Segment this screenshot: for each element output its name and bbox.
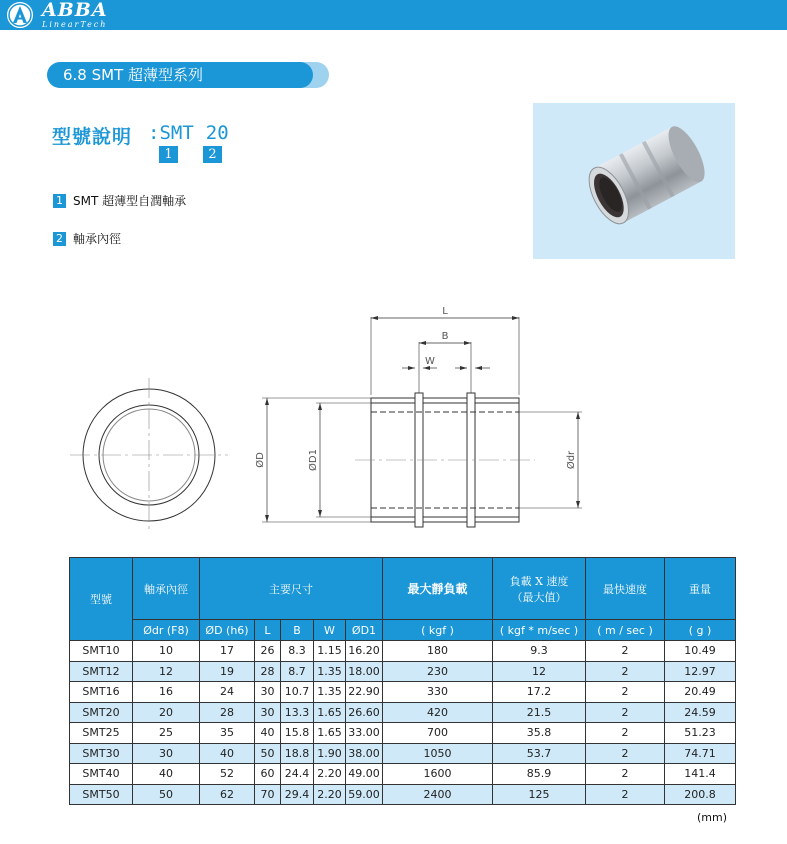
spec-table bbox=[69, 557, 736, 805]
table-cell: 62 bbox=[200, 784, 255, 805]
col-header-model: 型號 bbox=[70, 558, 133, 641]
table-cell: 330 bbox=[383, 682, 493, 703]
table-cell: 25 bbox=[133, 723, 200, 744]
subheader-cell: ( m / sec ) bbox=[586, 620, 665, 641]
brand-tagline: LinearTech bbox=[42, 20, 108, 29]
table-cell: 35 bbox=[200, 723, 255, 744]
model-cell: SMT50 bbox=[70, 784, 133, 805]
table-row bbox=[70, 682, 736, 703]
table-cell: 17.2 bbox=[493, 682, 586, 703]
table-cell: 21.5 bbox=[493, 702, 586, 723]
table-cell: 12 bbox=[133, 661, 200, 682]
col-header-max-load: 最大靜負載 bbox=[383, 558, 493, 620]
table-cell: 40 bbox=[200, 743, 255, 764]
table-cell: 52 bbox=[200, 764, 255, 785]
table-cell: 9.3 bbox=[493, 641, 586, 662]
table-cell: 1.65 bbox=[314, 702, 346, 723]
model-cell: SMT25 bbox=[70, 723, 133, 744]
table-cell: 26 bbox=[255, 641, 281, 662]
technical-drawing bbox=[0, 295, 787, 540]
table-cell: 30 bbox=[255, 682, 281, 703]
table-cell: 1050 bbox=[383, 743, 493, 764]
model-cell: SMT20 bbox=[70, 702, 133, 723]
table-cell: 2400 bbox=[383, 784, 493, 805]
table-cell: 2 bbox=[586, 661, 665, 682]
table-cell: 30 bbox=[255, 702, 281, 723]
table-cell: 1.15 bbox=[314, 641, 346, 662]
table-cell: 35.8 bbox=[493, 723, 586, 744]
table-cell: 700 bbox=[383, 723, 493, 744]
model-cell: SMT40 bbox=[70, 764, 133, 785]
model-cell: SMT10 bbox=[70, 641, 133, 662]
model-code: :SMT 20 bbox=[148, 122, 229, 144]
table-cell: 8.7 bbox=[281, 661, 314, 682]
table-subheader-row bbox=[70, 620, 736, 641]
table-cell: 200.8 bbox=[665, 784, 736, 805]
table-cell: 2 bbox=[586, 743, 665, 764]
table-cell: 2 bbox=[586, 702, 665, 723]
subheader-cell: B bbox=[281, 620, 314, 641]
subheader-cell: ØD (h6) bbox=[200, 620, 255, 641]
table-cell: 60 bbox=[255, 764, 281, 785]
table-cell: 74.71 bbox=[665, 743, 736, 764]
table-cell: 125 bbox=[493, 784, 586, 805]
index-box-1: 1 bbox=[159, 146, 178, 163]
table-cell: 16 bbox=[133, 682, 200, 703]
table-cell: 1.35 bbox=[314, 661, 346, 682]
table-cell: 10.49 bbox=[665, 641, 736, 662]
table-cell: 24 bbox=[200, 682, 255, 703]
bearing-photo-image bbox=[533, 103, 735, 259]
table-cell: 53.7 bbox=[493, 743, 586, 764]
legend-text: 軸承內徑 bbox=[73, 232, 122, 246]
table-cell: 1.65 bbox=[314, 723, 346, 744]
table-row bbox=[70, 641, 736, 662]
table-cell: 141.4 bbox=[665, 764, 736, 785]
table-cell: 50 bbox=[133, 784, 200, 805]
section-title: 6.8 SMT 超薄型系列 bbox=[63, 66, 204, 84]
table-cell: 50 bbox=[255, 743, 281, 764]
table-cell: 8.3 bbox=[281, 641, 314, 662]
table-cell: 30 bbox=[133, 743, 200, 764]
table-row bbox=[70, 661, 736, 682]
unit-note: (mm) bbox=[697, 811, 728, 824]
table-cell: 51.23 bbox=[665, 723, 736, 744]
table-cell: 20 bbox=[133, 702, 200, 723]
subheader-cell: ( g ) bbox=[665, 620, 736, 641]
table-cell: 19 bbox=[200, 661, 255, 682]
table-cell: 1.90 bbox=[314, 743, 346, 764]
table-row bbox=[70, 702, 736, 723]
table-cell: 20.49 bbox=[665, 682, 736, 703]
index-box-2: 2 bbox=[203, 146, 222, 163]
table-cell: 70 bbox=[255, 784, 281, 805]
table-cell: 420 bbox=[383, 702, 493, 723]
table-cell: 180 bbox=[383, 641, 493, 662]
table-cell: 2 bbox=[586, 641, 665, 662]
product-photo bbox=[533, 103, 735, 259]
col-header-weight: 重量 bbox=[665, 558, 736, 620]
table-cell: 2 bbox=[586, 764, 665, 785]
table-cell: 230 bbox=[383, 661, 493, 682]
table-cell: 2 bbox=[586, 682, 665, 703]
model-cell: SMT30 bbox=[70, 743, 133, 764]
table-cell: 15.8 bbox=[281, 723, 314, 744]
model-cell: SMT12 bbox=[70, 661, 133, 682]
table-cell: 49.00 bbox=[346, 764, 383, 785]
col-header-max-speed: 最快速度 bbox=[586, 558, 665, 620]
table-cell: 2 bbox=[586, 784, 665, 805]
table-cell: 26.60 bbox=[346, 702, 383, 723]
dim-label-D1: ØD1 bbox=[308, 449, 319, 471]
table-cell: 2 bbox=[586, 723, 665, 744]
brand-name: ABBA bbox=[42, 0, 108, 21]
table-cell: 1600 bbox=[383, 764, 493, 785]
table-cell: 2.20 bbox=[314, 764, 346, 785]
model-cell: SMT16 bbox=[70, 682, 133, 703]
brand-logo[interactable] bbox=[4, 0, 108, 30]
table-cell: 85.9 bbox=[493, 764, 586, 785]
table-header-row bbox=[70, 558, 736, 620]
legend-item bbox=[53, 230, 121, 247]
col-header-bore: 軸承內徑 bbox=[133, 558, 200, 620]
table-cell: 59.00 bbox=[346, 784, 383, 805]
legend-text: SMT 超薄型自潤軸承 bbox=[73, 194, 187, 208]
table-cell: 13.3 bbox=[281, 702, 314, 723]
subheader-cell: L bbox=[255, 620, 281, 641]
dim-label-B: B bbox=[441, 331, 449, 342]
table-cell: 1.35 bbox=[314, 682, 346, 703]
dim-label-W: W bbox=[425, 356, 435, 367]
table-row bbox=[70, 723, 736, 744]
section-header bbox=[47, 62, 317, 88]
table-cell: 28 bbox=[200, 702, 255, 723]
dim-label-dr: Ødr bbox=[566, 450, 577, 470]
header-bar bbox=[0, 0, 787, 30]
subheader-cell: Ødr (F8) bbox=[133, 620, 200, 641]
table-cell: 28 bbox=[255, 661, 281, 682]
dim-label-L: L bbox=[442, 306, 448, 317]
table-cell: 10 bbox=[133, 641, 200, 662]
table-cell: 18.00 bbox=[346, 661, 383, 682]
legend-item bbox=[53, 192, 186, 209]
table-row bbox=[70, 764, 736, 785]
table-cell: 10.7 bbox=[281, 682, 314, 703]
abba-logo-icon bbox=[4, 0, 36, 31]
table-cell: 40 bbox=[255, 723, 281, 744]
subheader-cell: ( kgf ) bbox=[383, 620, 493, 641]
table-cell: 12.97 bbox=[665, 661, 736, 682]
table-cell: 2.20 bbox=[314, 784, 346, 805]
table-cell: 38.00 bbox=[346, 743, 383, 764]
table-cell: 16.20 bbox=[346, 641, 383, 662]
table-cell: 18.8 bbox=[281, 743, 314, 764]
table-cell: 12 bbox=[493, 661, 586, 682]
table-row bbox=[70, 743, 736, 764]
table-row bbox=[70, 784, 736, 805]
table-cell: 24.59 bbox=[665, 702, 736, 723]
table-cell: 40 bbox=[133, 764, 200, 785]
col-header-main-dims: 主要尺寸 bbox=[200, 558, 383, 620]
table-cell: 22.90 bbox=[346, 682, 383, 703]
table-cell: 29.4 bbox=[281, 784, 314, 805]
subheader-cell: W bbox=[314, 620, 346, 641]
subheader-cell: ( kgf * m/sec ) bbox=[493, 620, 586, 641]
legend-number: 1 bbox=[53, 194, 66, 208]
model-designation-title: 型號說明 bbox=[52, 126, 133, 148]
table-cell: 24.4 bbox=[281, 764, 314, 785]
dim-label-D: ØD bbox=[255, 452, 266, 468]
table-cell: 33.00 bbox=[346, 723, 383, 744]
col-header-load-speed: 負載 X 速度 （最大值） bbox=[493, 558, 586, 620]
subheader-cell: ØD1 bbox=[346, 620, 383, 641]
table-cell: 17 bbox=[200, 641, 255, 662]
legend-number: 2 bbox=[53, 232, 66, 246]
